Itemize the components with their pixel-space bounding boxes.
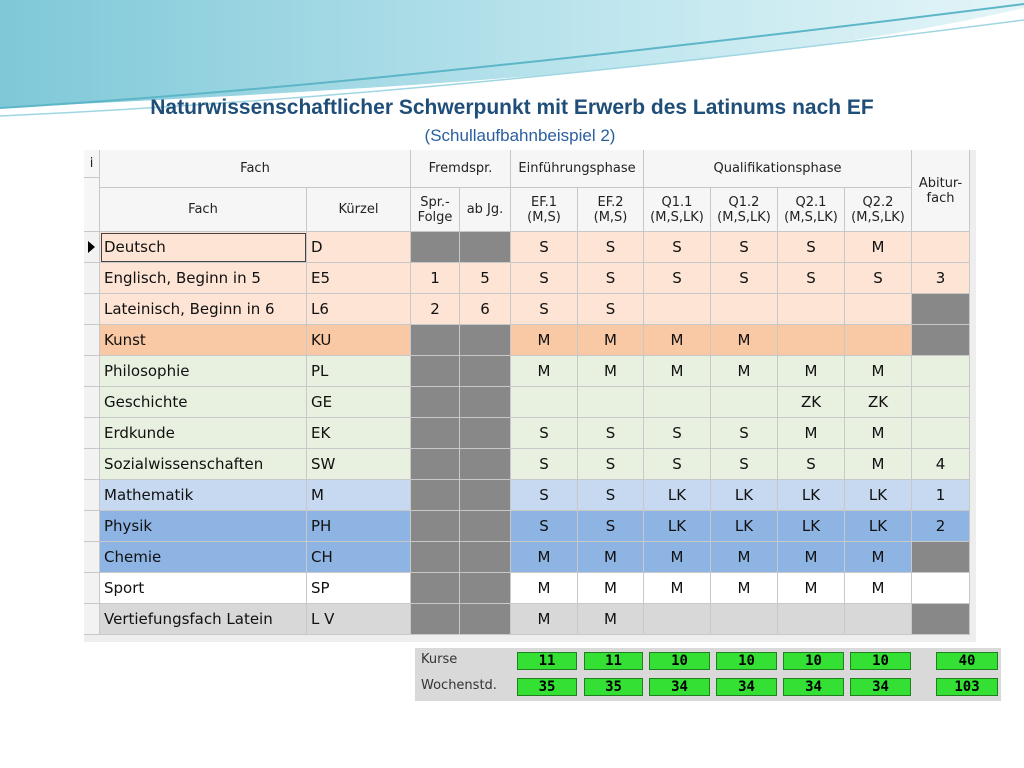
cell-q11[interactable]: LK — [644, 511, 711, 542]
cell-folge — [411, 511, 460, 542]
cell-q22[interactable]: M — [845, 573, 912, 604]
cell-q11[interactable]: LK — [644, 480, 711, 511]
row-indicator-header — [84, 178, 100, 232]
cell-q21[interactable]: LK — [778, 511, 845, 542]
cell-kuerzel[interactable]: SP — [307, 573, 411, 604]
column-header-fach[interactable]: Fach — [100, 188, 307, 232]
row-selector[interactable] — [84, 573, 100, 604]
cell-abjg — [460, 356, 511, 387]
cell-abjg — [460, 542, 511, 573]
cell-folge[interactable]: 2 — [411, 294, 460, 325]
cell-q22[interactable]: LK — [845, 480, 912, 511]
cell-ef1[interactable]: S — [511, 232, 578, 263]
row-selector[interactable] — [84, 449, 100, 480]
row-selector[interactable] — [84, 480, 100, 511]
cell-abjg — [460, 480, 511, 511]
cell-q12[interactable]: LK — [711, 480, 778, 511]
cell-ef1[interactable]: M — [511, 604, 578, 635]
cell-fach[interactable]: Geschichte — [100, 387, 307, 418]
cell-fach[interactable]: Lateinisch, Beginn in 6 — [100, 294, 307, 325]
cell-abjg — [460, 511, 511, 542]
cell-q11[interactable]: M — [644, 325, 711, 356]
cell-abi[interactable] — [912, 356, 970, 387]
cell-fach[interactable]: Sport — [100, 573, 307, 604]
cell-q11[interactable] — [644, 294, 711, 325]
cell-abi[interactable]: 2 — [912, 511, 970, 542]
cell-kuerzel[interactable]: PH — [307, 511, 411, 542]
cell-kuerzel[interactable]: L6 — [307, 294, 411, 325]
cell-q22[interactable] — [845, 325, 912, 356]
cell-kuerzel[interactable]: SW — [307, 449, 411, 480]
kurse-count-q11: 10 — [649, 652, 710, 670]
cell-q21[interactable]: S — [778, 263, 845, 294]
cell-fach[interactable]: Vertiefungsfach Latein — [100, 604, 307, 635]
cell-fach[interactable]: Physik — [100, 511, 307, 542]
row-selector[interactable] — [84, 263, 100, 294]
cell-q22[interactable]: ZK — [845, 387, 912, 418]
cell-ef1[interactable]: S — [511, 418, 578, 449]
cell-q21[interactable] — [778, 604, 845, 635]
group-header-abiturfach: Abitur-fach — [912, 150, 970, 232]
cell-kuerzel[interactable]: PL — [307, 356, 411, 387]
cell-abjg — [460, 449, 511, 480]
cell-kuerzel[interactable]: E5 — [307, 263, 411, 294]
cell-q11[interactable] — [644, 604, 711, 635]
row-selector[interactable] — [84, 325, 100, 356]
cell-ef2[interactable]: S — [578, 263, 644, 294]
cell-q21[interactable]: S — [778, 449, 845, 480]
cell-ef1[interactable]: M — [511, 356, 578, 387]
cell-q22[interactable]: M — [845, 356, 912, 387]
cell-ef2[interactable]: M — [578, 356, 644, 387]
cell-q21[interactable]: M — [778, 573, 845, 604]
group-header-fach: Fach — [100, 150, 411, 188]
cell-abjg — [460, 418, 511, 449]
wochenstd-count-ef2: 35 — [584, 678, 643, 696]
cell-fach[interactable]: Englisch, Beginn in 5 — [100, 263, 307, 294]
cell-ef2[interactable]: S — [578, 418, 644, 449]
cell-q21[interactable]: M — [778, 542, 845, 573]
cell-abjg — [460, 325, 511, 356]
column-header-q22[interactable]: Q2.2 (M,S,LK) — [845, 188, 912, 232]
current-row-arrow-icon — [88, 241, 95, 253]
page-subtitle: (Schullaufbahnbeispiel 2) — [424, 126, 616, 145]
cell-q11[interactable] — [644, 387, 711, 418]
cell-abjg — [460, 604, 511, 635]
cell-ef2[interactable]: S — [578, 294, 644, 325]
cell-abi — [912, 542, 970, 573]
cell-q21[interactable]: ZK — [778, 387, 845, 418]
cell-abi[interactable]: 1 — [912, 480, 970, 511]
column-header-kuerzel[interactable]: Kürzel — [307, 188, 411, 232]
cell-kuerzel[interactable]: CH — [307, 542, 411, 573]
cell-fach[interactable]: Philosophie — [100, 356, 307, 387]
group-header-fremdsprachen: Fremdspr. — [411, 150, 511, 188]
cell-folge — [411, 232, 460, 263]
row-selector[interactable] — [84, 232, 100, 263]
cell-q22[interactable]: M — [845, 232, 912, 263]
kurse-count-q22: 10 — [850, 652, 911, 670]
cell-q12[interactable] — [711, 294, 778, 325]
column-header-ef2[interactable]: EF.2 (M,S) — [578, 188, 644, 232]
summary-label-wochenstd: Wochenstd. — [421, 678, 497, 693]
cell-kuerzel[interactable]: M — [307, 480, 411, 511]
kurse-count-ef1: 11 — [517, 652, 577, 670]
cell-abi[interactable] — [912, 387, 970, 418]
cell-q12[interactable]: S — [711, 232, 778, 263]
column-header-sprachenfolge[interactable]: Spr.-Folge — [411, 188, 460, 232]
cell-folge — [411, 418, 460, 449]
column-header-q21[interactable]: Q2.1 (M,S,LK) — [778, 188, 845, 232]
cell-ef2[interactable]: S — [578, 511, 644, 542]
cell-q11[interactable]: M — [644, 542, 711, 573]
cell-kuerzel[interactable]: EK — [307, 418, 411, 449]
cell-q21[interactable]: S — [778, 232, 845, 263]
cell-folge — [411, 356, 460, 387]
cell-q21[interactable]: LK — [778, 480, 845, 511]
cell-ef1[interactable] — [511, 387, 578, 418]
cell-q12[interactable]: S — [711, 263, 778, 294]
kurse-count-q21: 10 — [783, 652, 844, 670]
cell-folge[interactable]: 1 — [411, 263, 460, 294]
cell-fach[interactable]: Mathematik — [100, 480, 307, 511]
cell-q21[interactable] — [778, 294, 845, 325]
cell-q11[interactable]: S — [644, 449, 711, 480]
cell-fach[interactable]: Sozialwissenschaften — [100, 449, 307, 480]
cell-q11[interactable]: M — [644, 356, 711, 387]
cell-folge — [411, 325, 460, 356]
cell-ef2[interactable]: S — [578, 480, 644, 511]
summary-panel — [415, 648, 1001, 701]
kurse-count-q12: 10 — [716, 652, 777, 670]
cell-q11[interactable]: S — [644, 263, 711, 294]
cell-q12[interactable]: LK — [711, 511, 778, 542]
cell-ef2[interactable]: M — [578, 542, 644, 573]
cell-q11[interactable]: M — [644, 573, 711, 604]
cell-q21[interactable]: M — [778, 356, 845, 387]
course-grid — [84, 150, 976, 642]
wochenstd-count-q12: 34 — [716, 678, 777, 696]
cell-q12[interactable] — [711, 604, 778, 635]
cell-q21[interactable] — [778, 325, 845, 356]
wochenstd-count-q11: 34 — [649, 678, 710, 696]
column-header-ab-jahrgang[interactable]: ab Jg. — [460, 188, 511, 232]
cell-ef2[interactable]: M — [578, 325, 644, 356]
cell-ef2[interactable]: S — [578, 449, 644, 480]
cell-folge — [411, 449, 460, 480]
cell-ef1[interactable]: S — [511, 511, 578, 542]
row-selector[interactable] — [84, 418, 100, 449]
cell-folge — [411, 542, 460, 573]
column-header-q12[interactable]: Q1.2 (M,S,LK) — [711, 188, 778, 232]
cell-abi[interactable] — [912, 418, 970, 449]
wochenstd-count-q21: 34 — [783, 678, 844, 696]
cell-kuerzel[interactable]: L V — [307, 604, 411, 635]
column-header-q11[interactable]: Q1.1 (M,S,LK) — [644, 188, 711, 232]
cell-abjg — [460, 232, 511, 263]
row-selector[interactable] — [84, 542, 100, 573]
kurse-count-ef2: 11 — [584, 652, 643, 670]
group-header-einfuehrungsphase: Einführungsphase — [511, 150, 644, 188]
cell-ef1[interactable]: S — [511, 480, 578, 511]
cell-ef2[interactable]: M — [578, 604, 644, 635]
cell-ef1[interactable]: S — [511, 294, 578, 325]
cell-folge — [411, 480, 460, 511]
wochenstd-count-q22: 34 — [850, 678, 911, 696]
cell-q12[interactable]: S — [711, 449, 778, 480]
cell-abi[interactable] — [912, 232, 970, 263]
cell-q12[interactable]: S — [711, 418, 778, 449]
cell-abi — [912, 294, 970, 325]
cell-abjg — [460, 387, 511, 418]
cell-abjg[interactable]: 6 — [460, 294, 511, 325]
cell-ef2[interactable]: M — [578, 573, 644, 604]
grid-corner-info[interactable]: i — [84, 150, 100, 178]
cell-ef1[interactable]: S — [511, 449, 578, 480]
cell-kuerzel[interactable]: D — [307, 232, 411, 263]
cell-ef1[interactable]: M — [511, 542, 578, 573]
cell-q12[interactable]: M — [711, 542, 778, 573]
row-selector[interactable] — [84, 356, 100, 387]
row-selector[interactable] — [84, 294, 100, 325]
cell-abi — [912, 604, 970, 635]
row-selector[interactable] — [84, 604, 100, 635]
cell-ef1[interactable]: M — [511, 573, 578, 604]
row-selector[interactable] — [84, 511, 100, 542]
cell-q12[interactable]: M — [711, 573, 778, 604]
cell-ef1[interactable]: M — [511, 325, 578, 356]
cell-fach[interactable]: Chemie — [100, 542, 307, 573]
cell-folge — [411, 604, 460, 635]
cell-ef1[interactable]: S — [511, 263, 578, 294]
cell-q22[interactable]: M — [845, 542, 912, 573]
cell-q21[interactable]: M — [778, 418, 845, 449]
wochenstd-total: 103 — [936, 678, 998, 696]
summary-label-kurse: Kurse — [421, 652, 458, 667]
cell-ef2[interactable]: S — [578, 232, 644, 263]
cell-fach[interactable]: Erdkunde — [100, 418, 307, 449]
cell-abi — [912, 325, 970, 356]
kurse-total: 40 — [936, 652, 998, 670]
cell-folge — [411, 387, 460, 418]
column-header-ef1[interactable]: EF.1 (M,S) — [511, 188, 578, 232]
cell-q22[interactable]: LK — [845, 511, 912, 542]
wochenstd-count-ef1: 35 — [517, 678, 577, 696]
cell-abi[interactable]: 4 — [912, 449, 970, 480]
cell-fach[interactable]: Kunst — [100, 325, 307, 356]
cell-folge — [411, 573, 460, 604]
cell-q22[interactable]: M — [845, 418, 912, 449]
cell-q11[interactable]: S — [644, 232, 711, 263]
page-title: Naturwissenschaftlicher Schwerpunkt mit Erwerb des Latinums nach EF — [150, 96, 874, 119]
cell-abjg[interactable]: 5 — [460, 263, 511, 294]
row-selector[interactable] — [84, 387, 100, 418]
cell-q22[interactable]: S — [845, 263, 912, 294]
cell-abi[interactable] — [912, 573, 970, 604]
cell-q22[interactable] — [845, 604, 912, 635]
cell-kuerzel[interactable]: GE — [307, 387, 411, 418]
cell-q12[interactable]: M — [711, 325, 778, 356]
cell-ef2[interactable] — [578, 387, 644, 418]
cell-q22[interactable]: M — [845, 449, 912, 480]
cell-q12[interactable] — [711, 387, 778, 418]
cell-fach[interactable]: Deutsch — [100, 232, 307, 263]
cell-q22[interactable] — [845, 294, 912, 325]
group-header-qualifikationsphase: Qualifikationsphase — [644, 150, 912, 188]
cell-abjg — [460, 573, 511, 604]
cell-kuerzel[interactable]: KU — [307, 325, 411, 356]
cell-q11[interactable]: S — [644, 418, 711, 449]
cell-q12[interactable]: M — [711, 356, 778, 387]
cell-abi[interactable]: 3 — [912, 263, 970, 294]
